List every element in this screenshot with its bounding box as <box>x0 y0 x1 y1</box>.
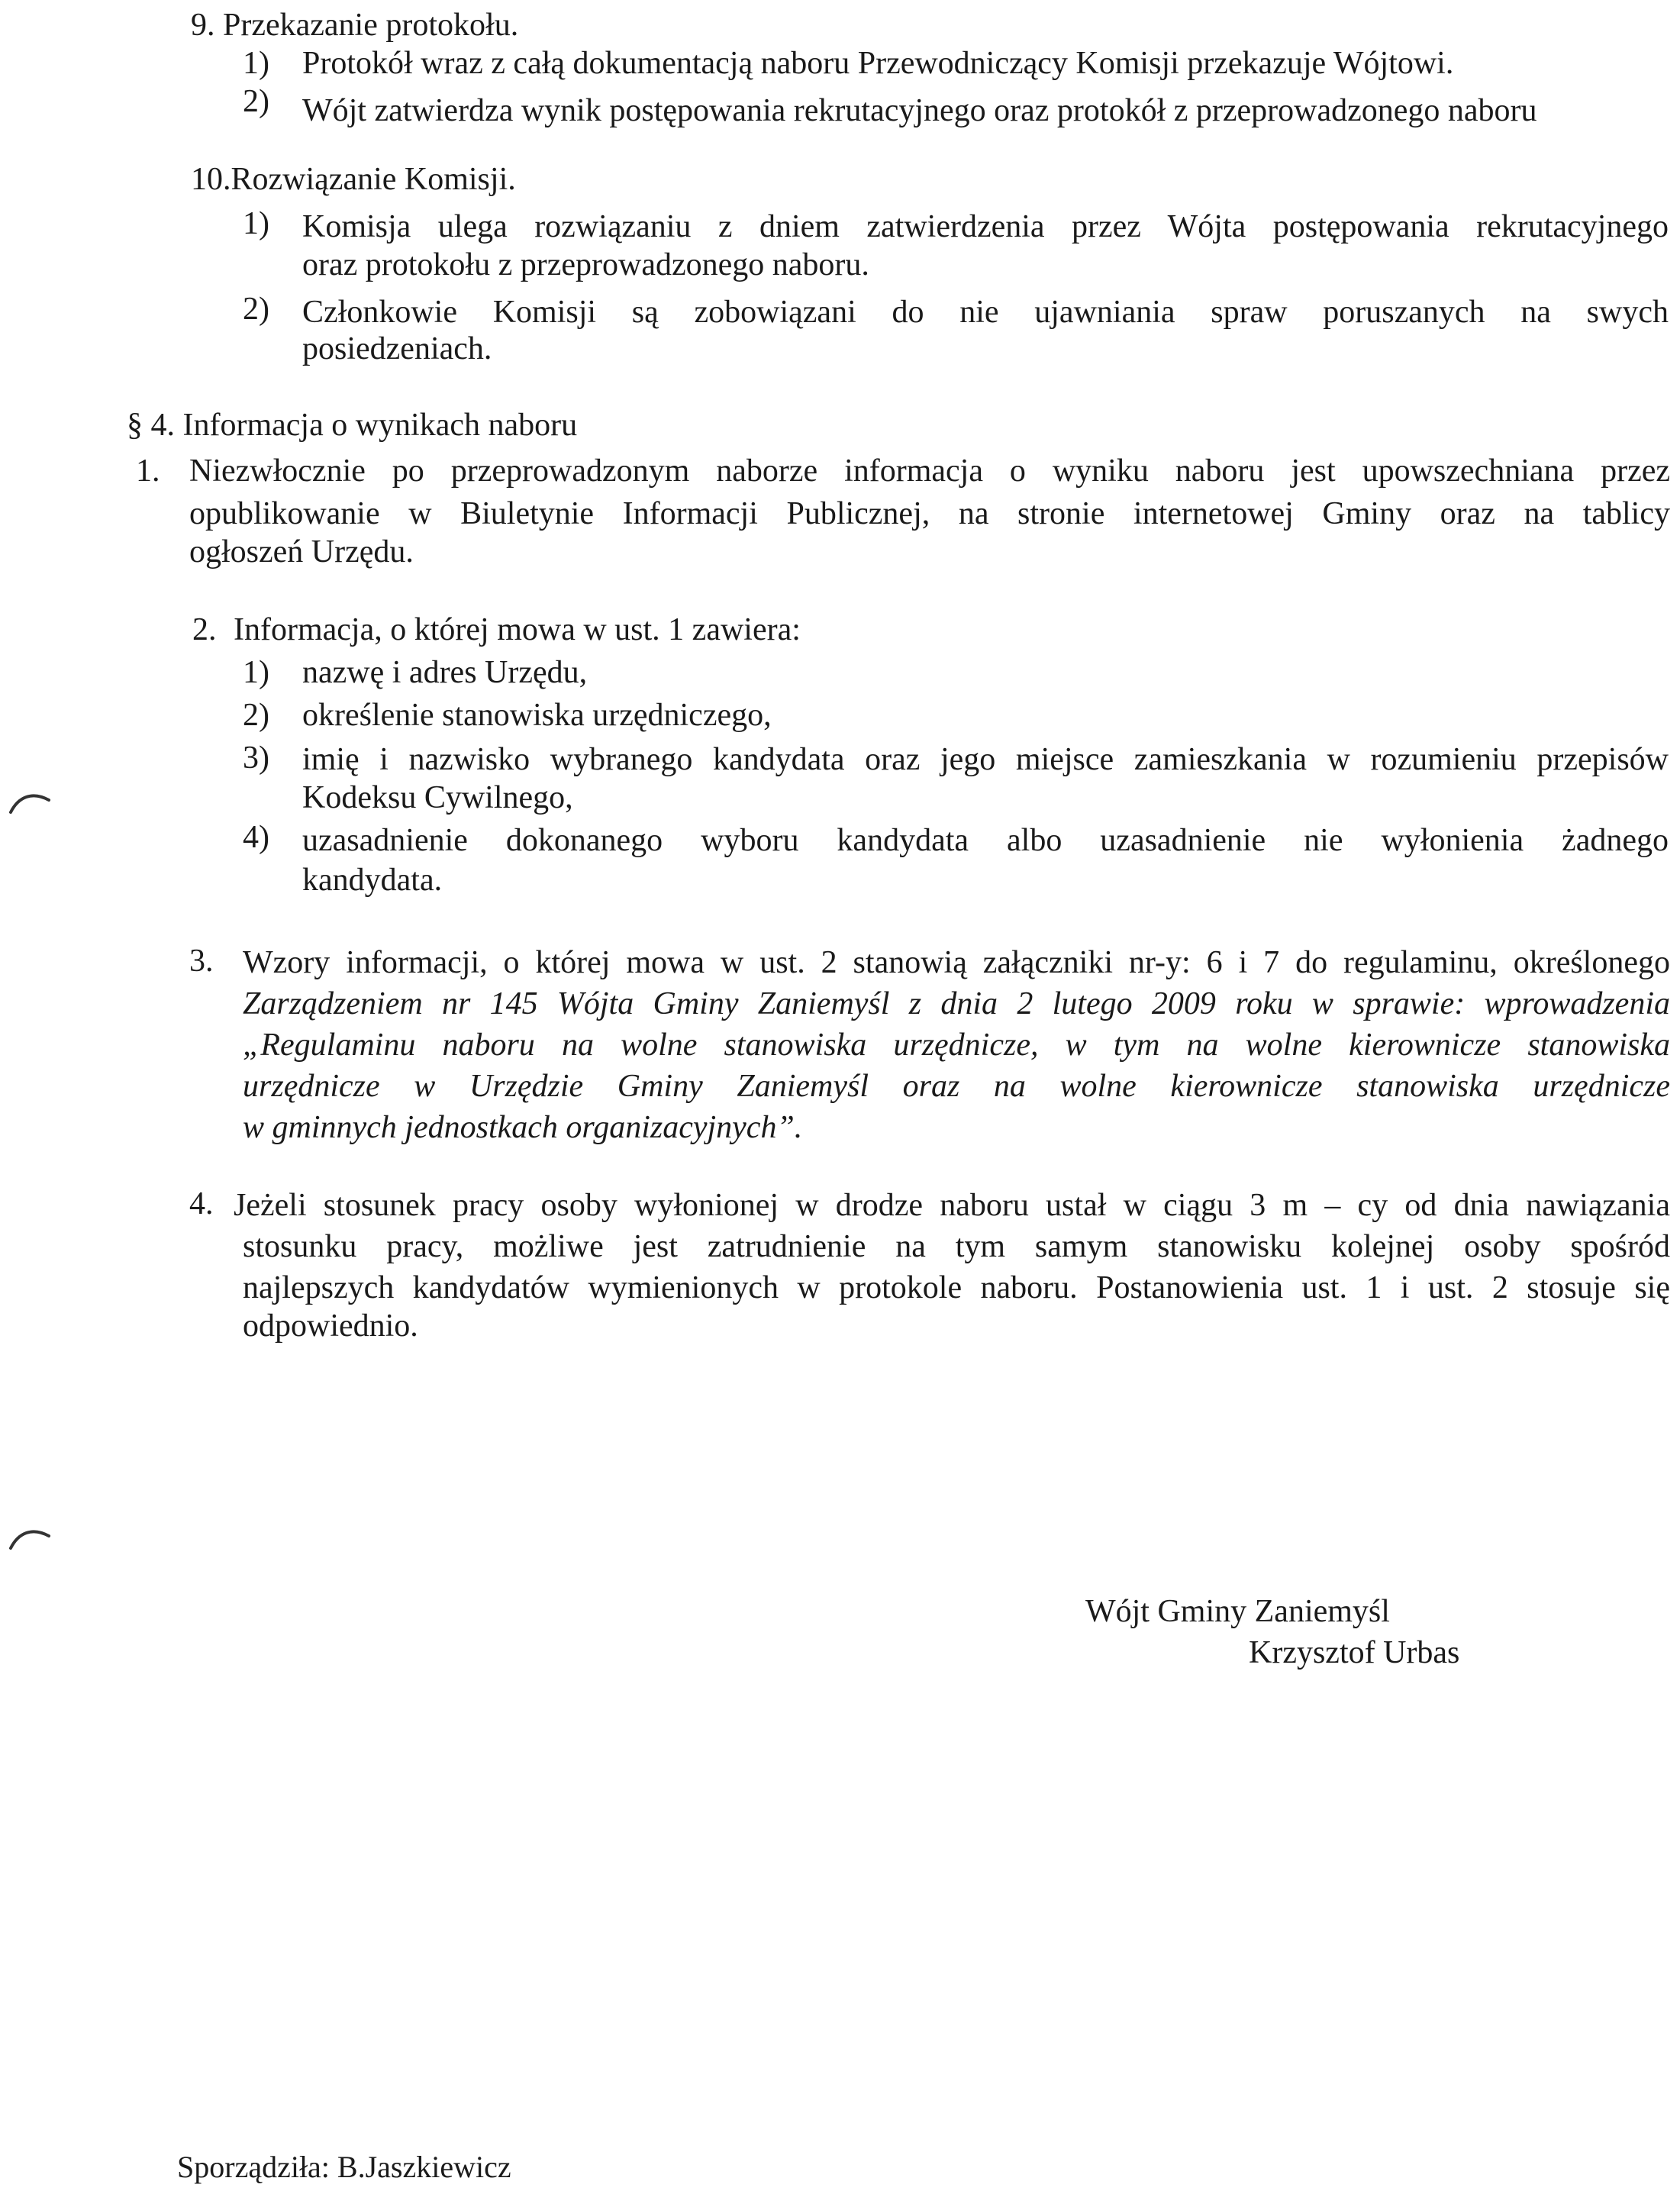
point-3-number: 3. <box>189 944 214 979</box>
section-10-item-1-number: 1) <box>243 206 269 241</box>
point-2-item-1-text: nazwę i adres Urzędu, <box>302 655 588 690</box>
point-3-line-3: „Regulaminu naboru na wolne stanowiska urzędnicze, w tym na wolne kierownicze stanowiska <box>243 1028 1670 1063</box>
point-4-line-1: Jeżeli stosunek pracy osoby wyłonionej w drodze naboru ustał w ciągu 3 m – cy od dnia nawiązania <box>234 1188 1670 1223</box>
point-4-line-4: odpowiednio. <box>243 1308 418 1344</box>
section-10-item-1-line-2: oraz protokołu z przeprowadzonego naboru. <box>302 247 869 282</box>
point-2-item-2-text: określenie stanowiska urzędniczego, <box>302 698 772 733</box>
binder-hole-mark <box>8 1521 53 1551</box>
point-2-number: 2. <box>192 612 217 647</box>
section-10-item-2-line-1: Członkowie Komisji są zobowiązani do nie ujawniania spraw poruszanych na swych <box>302 295 1669 330</box>
point-4-line-2: stosunku pracy, możliwe jest zatrudnienie na tym samym stanowisku kolejnej osoby spośród <box>243 1229 1670 1264</box>
section-10-number: 10. <box>191 162 231 197</box>
section-9-item-1-number: 1) <box>243 46 269 81</box>
point-2-item-1-number: 1) <box>243 655 269 690</box>
point-2-item-3-line-2: Kodeksu Cywilnego, <box>302 780 573 815</box>
section-9-item-2-text: Wójt zatwierdza wynik postępowania rekrutacyjnego oraz protokół z przeprowadzonego naboru <box>302 93 1537 128</box>
point-1-line-3: ogłoszeń Urzędu. <box>189 534 414 569</box>
point-4-line-3: najlepszych kandydatów wymienionych w protokole naboru. Postanowienia ust. 1 i ust. 2 stosuje się <box>243 1270 1670 1305</box>
section-10-item-2-number: 2) <box>243 292 269 327</box>
point-2-intro: Informacja, o której mowa w ust. 1 zawiera: <box>234 612 801 647</box>
section-9-item-2-number: 2) <box>243 84 269 119</box>
section-10-heading <box>191 160 516 198</box>
section-9-title: Przekazanie protokołu. <box>223 8 519 43</box>
prepared-by: Sporządziła: B.Jaszkiewicz <box>177 2150 511 2184</box>
binder-hole-mark <box>8 785 53 815</box>
section-9-number: 9. <box>191 8 215 43</box>
paragraph-4-heading: § 4. Informacja o wynikach naboru <box>127 408 578 443</box>
point-3-line-1: Wzory informacji, o której mowa w ust. 2 stanowią załączniki nr-y: 6 i 7 do regulaminu, określonego <box>243 945 1670 980</box>
point-2-item-3-line-1: imię i nazwisko wybranego kandydata oraz jego miejsce zamieszkania w rozumieniu przepisów <box>302 742 1669 777</box>
section-9-item-1-text: Protokół wraz z całą dokumentacją naboru Przewodniczący Komisji przekazuje Wójtowi. <box>302 46 1454 81</box>
point-2-item-4-number: 4) <box>243 820 269 855</box>
section-10-title: Rozwiązanie Komisji. <box>231 162 516 197</box>
point-2-item-4-line-2: kandydata. <box>302 863 443 898</box>
point-2-item-4-line-1: uzasadnienie dokonanego wyboru kandydata albo uzasadnienie nie wyłonienia żadnego <box>302 823 1669 858</box>
point-2-item-3-number: 3) <box>243 740 269 776</box>
point-1-number: 1. <box>136 453 160 489</box>
point-3-line-4: urzędnicze w Urzędzie Gminy Zaniemyśl oraz na wolne kierownicze stanowiska urzędnicze <box>243 1069 1670 1104</box>
point-4-number: 4. <box>189 1186 214 1221</box>
section-9-heading <box>191 6 518 44</box>
point-3-line-2: Zarządzeniem nr 145 Wójta Gminy Zaniemyśl z dnia 2 lutego 2009 roku w sprawie: wprowadzenia <box>243 986 1670 1021</box>
point-1-line-2: opublikowanie w Biuletynie Informacji Publicznej, na stronie internetowej Gminy oraz na tablicy <box>189 496 1670 531</box>
point-1-line-1: Niezwłocznie po przeprowadzonym naborze informacja o wyniku naboru jest upowszechniana przez <box>189 453 1670 489</box>
signature-title: Wójt Gminy Zaniemyśl <box>1085 1594 1390 1629</box>
signature-name: Krzysztof Urbas <box>1249 1635 1460 1670</box>
point-3-line-5: w gminnych jednostkach organizacyjnych”. <box>243 1110 803 1145</box>
section-10-item-2-line-2: posiedzeniach. <box>302 331 492 366</box>
point-2-item-2-number: 2) <box>243 698 269 733</box>
section-10-item-1-line-1: Komisja ulega rozwiązaniu z dniem zatwierdzenia przez Wójta postępowania rekrutacyjnego <box>302 209 1669 244</box>
